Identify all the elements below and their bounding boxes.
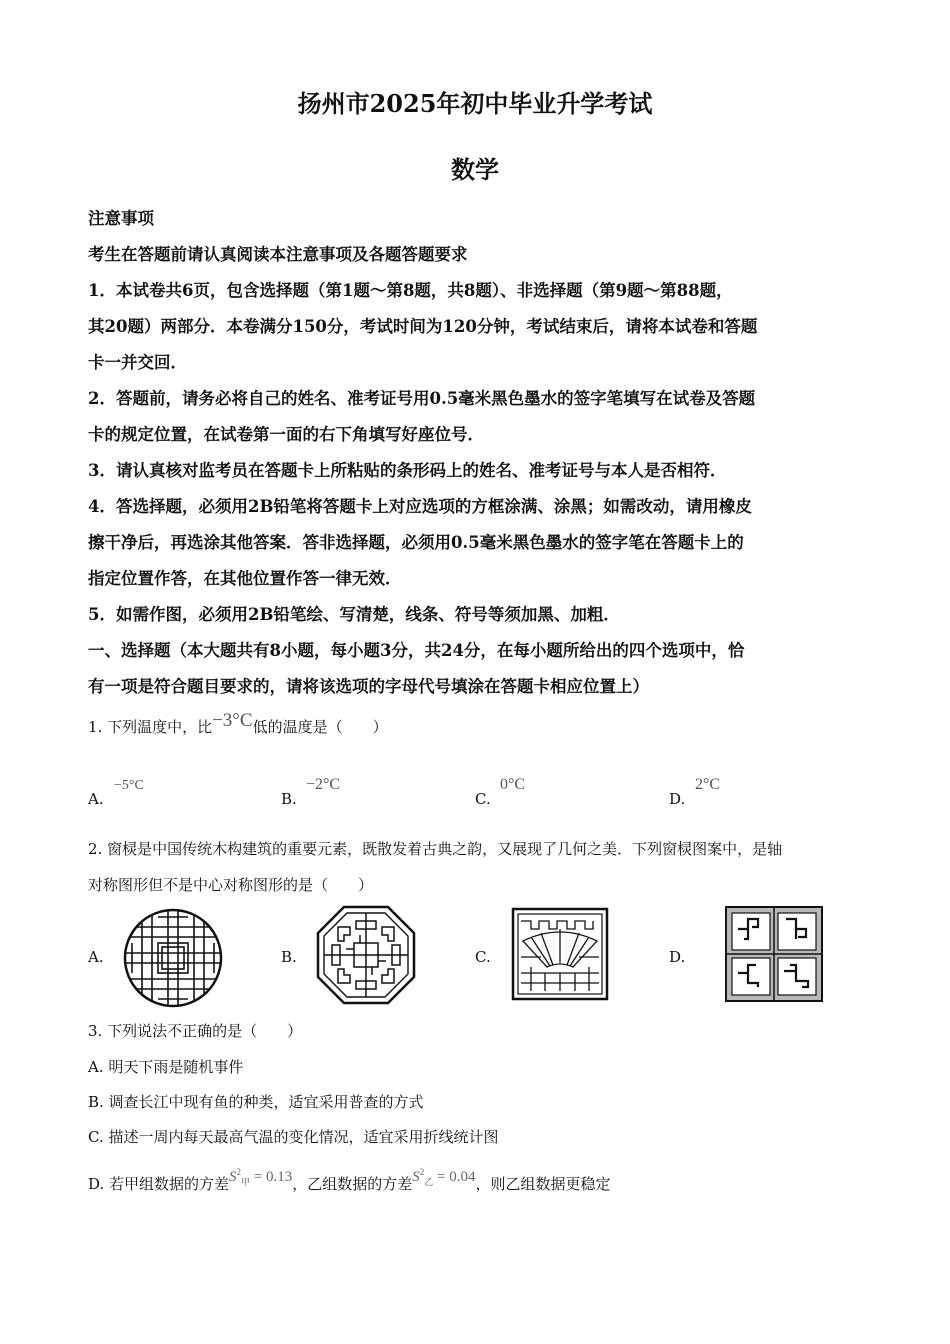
notice-item-1-line-2: 其20题）两部分．本卷满分150分，考试时间为120分钟，考试结束后，请将本试卷和答题 [88, 317, 758, 336]
notice-item-2-line-2: 卡的规定位置，在试卷第一面的右下角填写好座位号． [88, 425, 484, 444]
q1-option-a-letter: A. [88, 790, 104, 808]
q2-option-c-letter: C. [475, 948, 491, 966]
q1-option-b-value: −2°C [306, 776, 341, 793]
q1-option-b-letter: B. [281, 790, 297, 808]
q3-d-variance-b-value: = 0.04 [437, 1169, 476, 1185]
question-3-option-a: A. 明天下雨是随机事件 [88, 1058, 244, 1076]
notice-intro: 考生在答题前请认真阅读本注意事项及各题答题要求 [88, 245, 468, 264]
notice-item-4-line-1: 4．答选择题，必须用2B铅笔将答题卡上对应选项的方框涂满、涂黑；如需改动，请用橡皮 [88, 497, 752, 516]
question-1-pre: 1. 下列温度中，比 [88, 718, 213, 736]
subject-title: 数学 [451, 155, 499, 184]
q3-d-pre: D. 若甲组数据的方差 [88, 1175, 230, 1193]
q1-option-c-letter: C. [475, 790, 491, 808]
question-1-math: −3°C [212, 710, 253, 731]
question-1-post: 低的温度是（ ） [252, 718, 388, 736]
question-3-option-c: C. 描述一周内每天最高气温的变化情况，适宜采用折线统计图 [88, 1128, 499, 1146]
q3-d-variance-a: $S^2_甲 = 0.13$ [229, 1167, 293, 1187]
notice-item-2-line-1: 2．答题前，请务必将自己的姓名、准考证号用0.5毫米黑色墨水的签字笔填写在试卷及答题 [88, 389, 756, 408]
q3-d-variance-a-sub: 甲 [241, 1177, 251, 1187]
question-3-option-d [88, 1167, 611, 1196]
q3-d-variance-b-sub: 乙 [424, 1177, 434, 1187]
q1-option-d-value: 2°C [695, 776, 721, 793]
exam-title: 扬州市2025年初中毕业升学考试 [297, 89, 653, 118]
q2-option-b-letter: B. [281, 948, 297, 966]
q3-d-post: ，则乙组数据更稳定 [475, 1175, 611, 1193]
notice-item-3: 3．请认真核对监考员在答题卡上所粘贴的条形码上的姓名、准考证号与本人是否相符． [88, 461, 727, 480]
q1-option-d-letter: D. [669, 790, 686, 808]
notice-item-1-line-1: 1．本试卷共6页，包含选择题（第1题～第8题，共8题）、非选择题（第9题～第88题， [88, 281, 733, 300]
lattice-figure-b [316, 905, 416, 1005]
q3-d-mid: ，乙组数据的方差 [292, 1175, 413, 1193]
notice-item-5: 5．如需作图，必须用2B铅笔绘、写清楚，线条、符号等须加黑、加粗． [88, 605, 620, 624]
q2-option-a-letter: A. [88, 948, 104, 966]
lattice-figure-d [724, 905, 824, 1003]
notice-item-1-line-3: 卡一并交回． [88, 353, 187, 372]
lattice-figure-c [511, 907, 609, 1001]
notice-item-4-line-2: 擦干净后，再选涂其他答案．答非选择题，必须用0.5毫米黑色墨水的签字笔在答题卡上的 [88, 533, 744, 552]
question-2-line-2: 对称图形但不是中心对称图形的是（ ） [88, 876, 374, 894]
notice-heading: 注意事项 [88, 209, 154, 228]
question-3-option-b: B. 调查长江中现有鱼的种类，适宜采用普查的方式 [88, 1093, 424, 1111]
q1-option-c-value: 0°C [500, 776, 526, 793]
section-1-line-1: 一、选择题（本大题共有8小题，每小题3分，共24分，在每小题所给出的四个选项中，恰 [88, 641, 745, 660]
question-1-stem [88, 710, 388, 738]
section-1-line-2: 有一项是符合题目要求的，请将该选项的字母代号填涂在答题卡相应位置上） [88, 677, 649, 696]
question-2-line-1: 2. 窗棂是中国传统木构建筑的重要元素，既散发着古典之韵，又展现了几何之美．下列窗棂图案中，是轴 [88, 840, 783, 858]
lattice-figure-a [122, 907, 224, 1009]
notice-item-4-line-3: 指定位置作答，在其他位置作答一律无效． [88, 569, 402, 588]
q2-option-d-letter: D. [669, 948, 686, 966]
q3-d-variance-a-value: = 0.13 [253, 1169, 293, 1185]
q1-option-a-value: −5°C [114, 778, 144, 793]
question-3-stem: 3. 下列说法不正确的是（ ） [88, 1022, 303, 1040]
q3-d-variance-b: $S^2_乙 = 0.04$ [412, 1167, 476, 1187]
